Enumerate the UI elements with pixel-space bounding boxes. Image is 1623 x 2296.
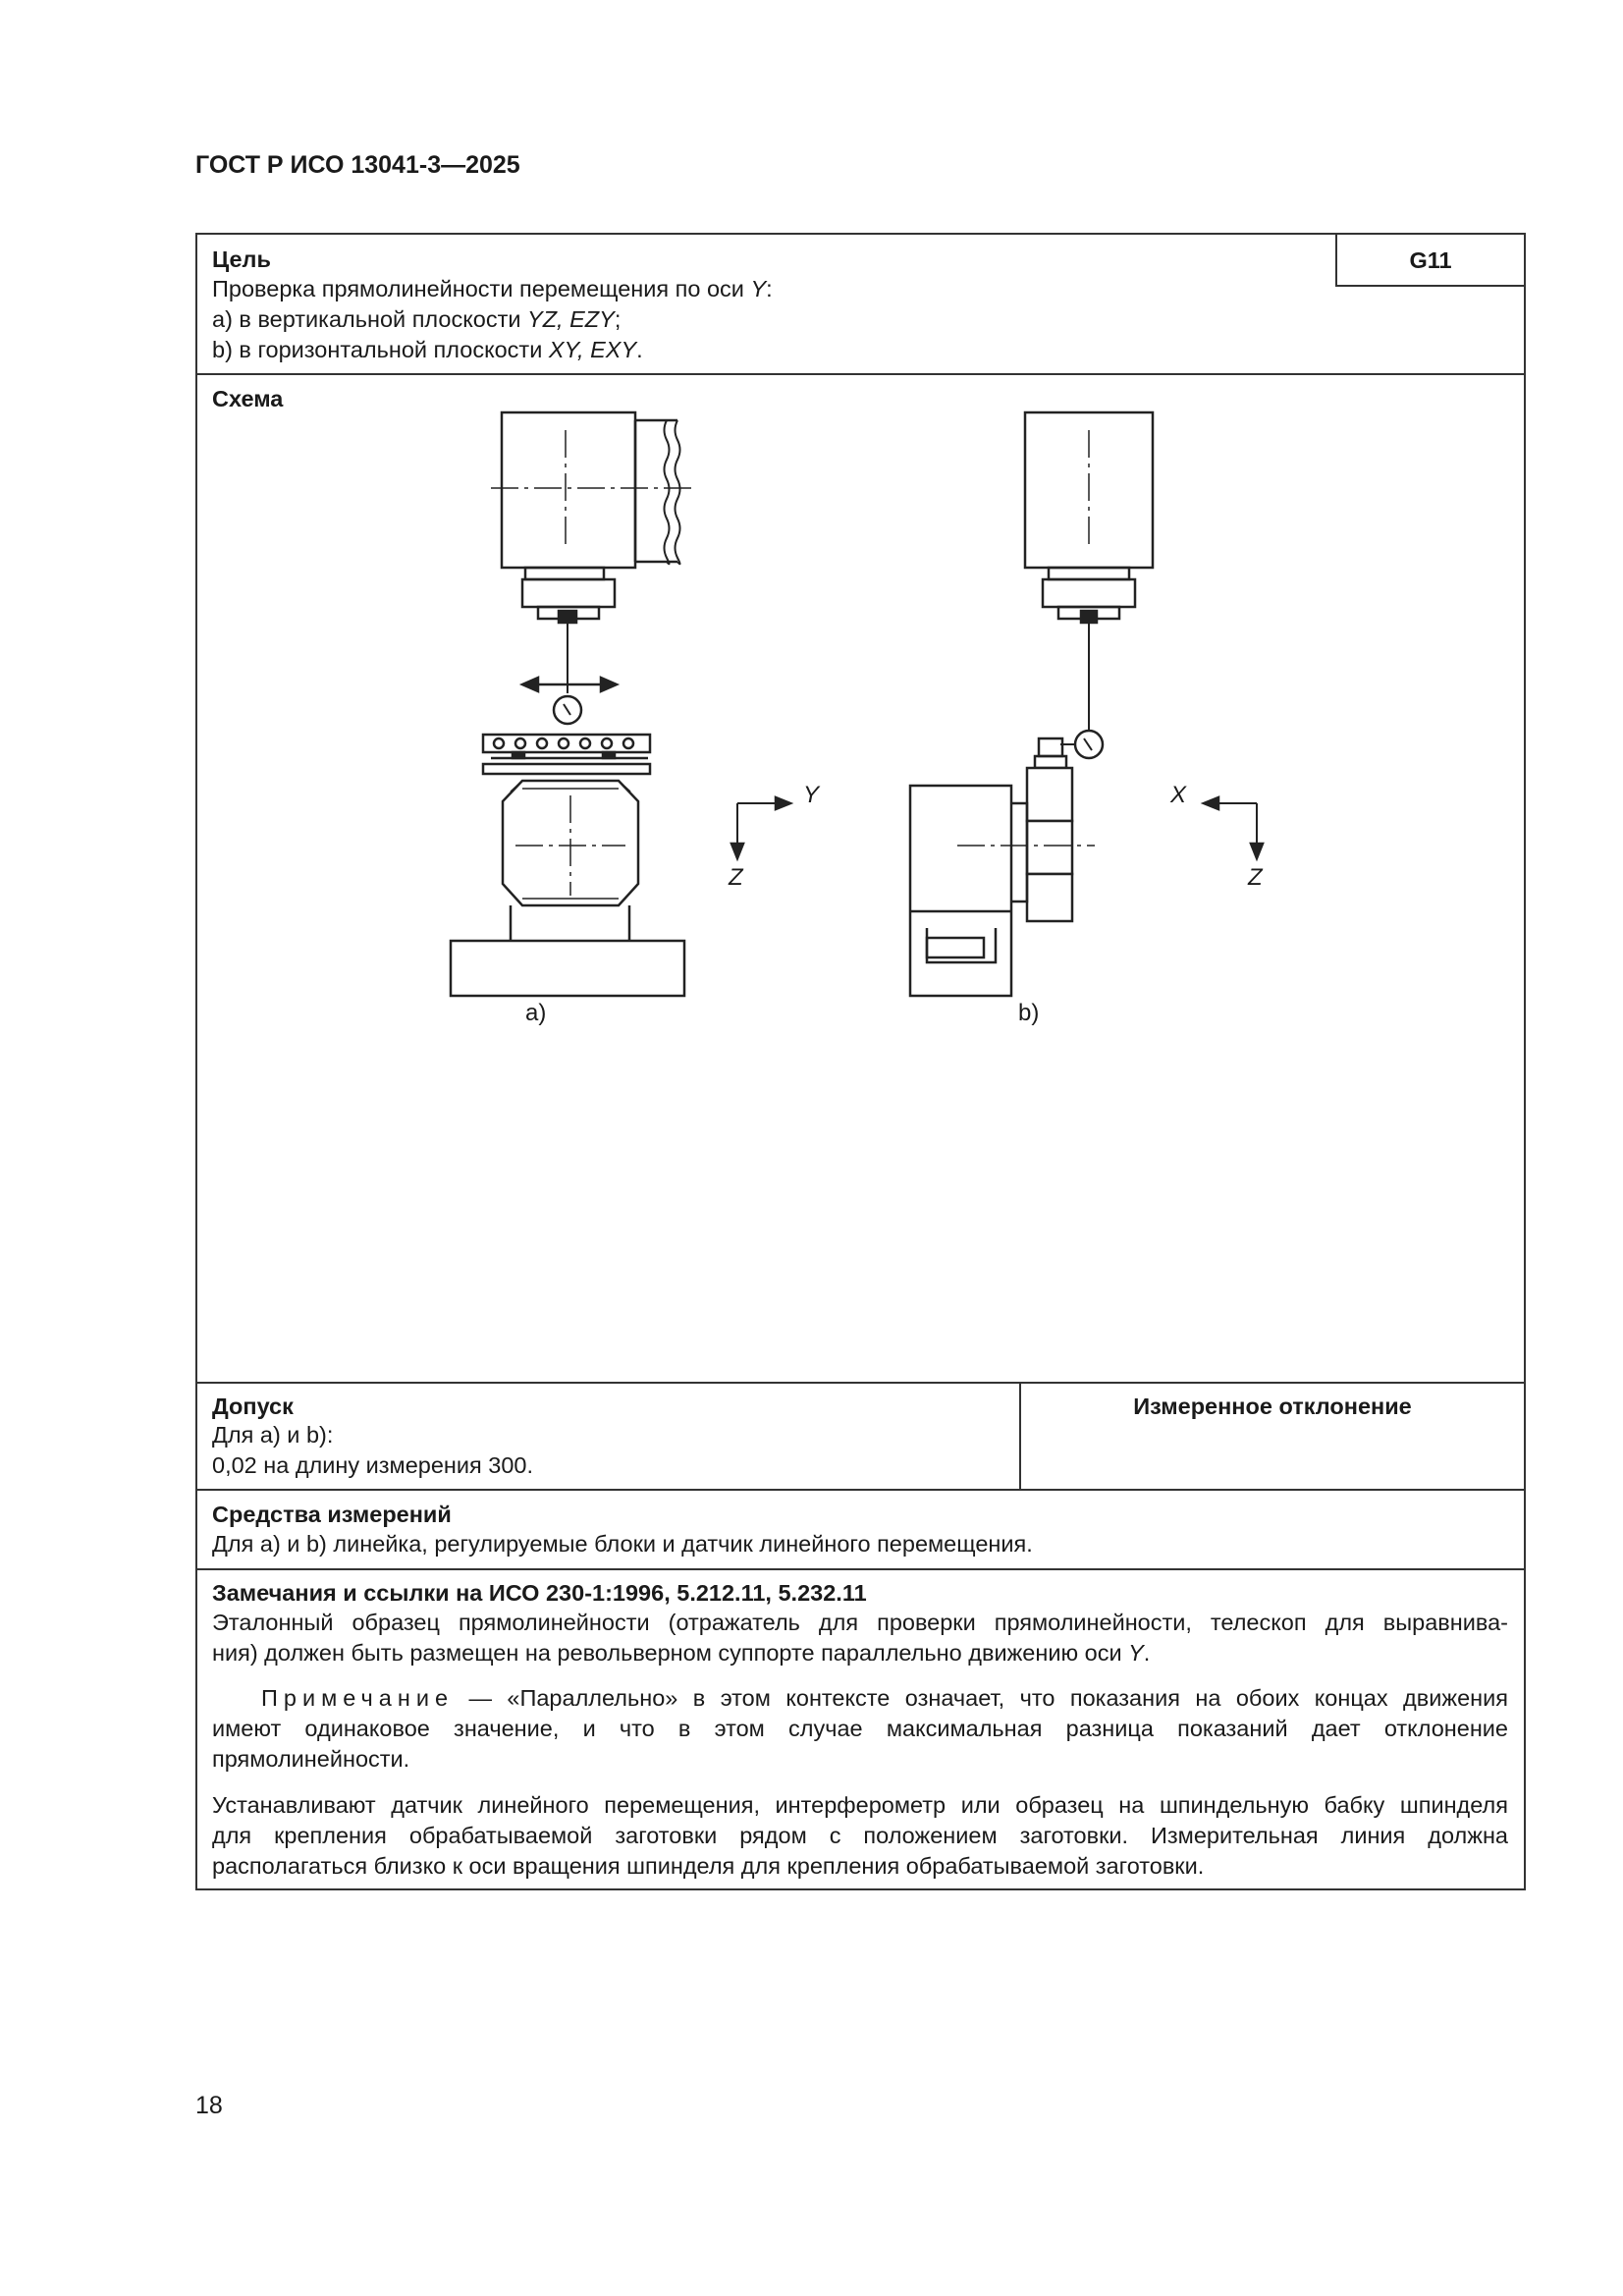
axes-b [1204,797,1263,858]
remarks-paragraph-1 [212,1608,1508,1668]
axis-z-label-b: Z [1248,864,1263,891]
remarks-p1-line-2: ния) должен быть размещен на револьверном суппорте параллельно движению оси Y. [212,1640,1151,1666]
test-code: G11 [1409,247,1452,273]
measured-deviation-label: Измеренное отклонение [1133,1394,1412,1419]
caption-a: a) [525,1000,547,1026]
goal-line-2: a) в вертикальной плоскости YZ, EZY; [212,306,622,332]
tolerance-text [212,1420,533,1481]
tolerance-line-1: Для a) и b): [212,1422,334,1448]
instruments-text: Для a) и b) линейка, регулируемые блоки и датчик линейного перемещения. [212,1531,1033,1557]
diagram-a [451,412,692,996]
scheme-label: Схема [212,386,284,411]
remarks-paragraph-3 [212,1790,1508,1882]
axis-z-label-a: Z [729,864,743,891]
remarks-label: Замечания и ссылки на ИСО 230-1:1996, 5.212.11, 5.232.11 [212,1580,867,1606]
goal-line-1: Проверка прямолинейности перемещения по оси Y: [212,276,773,301]
page-number: 18 [195,2092,223,2119]
caption-b: b) [1018,1000,1040,1026]
remarks-p3-line-3: располагаться близко к оси вращения шпинделя для крепления обрабатываемой заготовки. [212,1853,1205,1879]
scheme-diagram [0,0,1623,1080]
axes-a [731,797,790,858]
remarks-note-line-3: прямолинейности. [212,1746,410,1772]
remarks-p3-line-2: для крепления обрабатываемой заготовки рядом с положением заготовки. Измерительная линия должна [212,1823,1508,1848]
diagram-b [910,412,1153,996]
remarks-note-line-2: имеют одинаковое значение, и что в этом случае максимальная разница показаний дает отклонение [212,1716,1508,1741]
axis-x-label: X [1170,782,1187,808]
document-title: ГОСТ Р ИСО 13041-3—2025 [195,151,520,179]
remarks-p3-line-1: Устанавливают датчик линейного перемещения, интерферометр или образец на шпиндельную бабку шпинделя [212,1792,1508,1818]
axis-y-label: Y [803,782,820,808]
goal-line-3: b) в горизонтальной плоскости XY, EXY. [212,337,643,362]
instruments-label: Средства измерений [212,1502,452,1527]
remarks-note [212,1683,1508,1775]
remarks-note-line-1: Примечание — «Параллельно» в этом контексте означает, что показания на обоих концах движения [261,1685,1508,1711]
tolerance-line-2: 0,02 на длину измерения 300. [212,1452,534,1478]
remarks-p1-line-1: Эталонный образец прямолинейности (отражатель для проверки прямолинейности, телескоп для выравнива- [212,1610,1508,1635]
tolerance-label: Допуск [212,1394,294,1419]
note-word: Примечание [261,1685,455,1711]
goal-label: Цель [212,246,271,272]
